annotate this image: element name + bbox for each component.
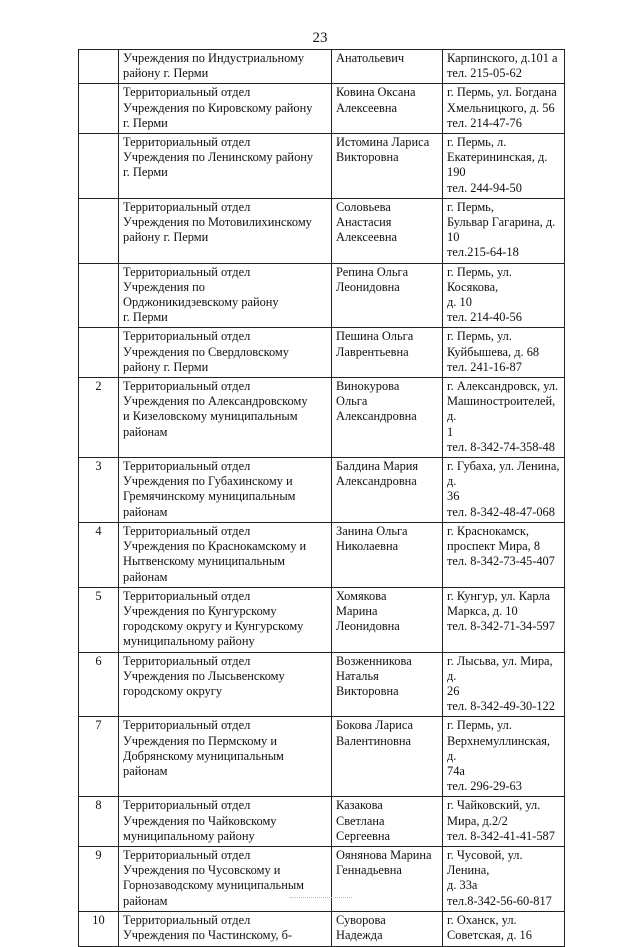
table-row bbox=[79, 911, 565, 946]
department-name: Территориальный отдел Учреждения по Кировскому району г. Перми bbox=[123, 85, 313, 130]
row-number-cell bbox=[79, 717, 119, 797]
head-name: Возженникова Наталья Викторовна bbox=[336, 653, 412, 698]
department-name: Территориальный отдел Учреждения по Частинскому, б- bbox=[123, 912, 293, 942]
department-cell bbox=[119, 328, 332, 378]
department-cell bbox=[119, 522, 332, 587]
head-name: Соловьева Анастасия Алексеевна bbox=[336, 199, 397, 245]
department-name: Территориальный отдел Учреждения по Александровскому и Кизеловскому муниципальным районам bbox=[123, 379, 308, 439]
head-name: Пешина Ольга Лаврентьевна bbox=[336, 329, 414, 359]
department-name: Территориальный отдел Учреждения по Мотовилихинскому району г. Перми bbox=[123, 199, 312, 245]
address-text: г. Лысьва, ул. Мира, д. 26 тел. 8-342-49-30-122 bbox=[447, 653, 555, 714]
head-name: Оянянова Марина Геннадьевна bbox=[336, 847, 432, 878]
address-cell bbox=[443, 522, 565, 587]
row-number-cell bbox=[79, 263, 119, 328]
address-text: г. Александровск, ул. Машиностроителей, д. 1 тел. 8-342-74-358-48 bbox=[447, 379, 559, 454]
department-name: Территориальный отдел Учреждения по Чусовскому и Горнозаводскому муниципальным районам bbox=[123, 847, 305, 908]
department-name: Территориальный отдел Учреждения по Пермскому и Добрянскому муниципальным районам bbox=[123, 718, 284, 778]
row-number: 6 bbox=[95, 653, 102, 668]
address-cell bbox=[443, 378, 565, 458]
head-cell bbox=[332, 378, 443, 458]
address-cell bbox=[443, 717, 565, 797]
head-cell bbox=[332, 263, 443, 328]
table-row bbox=[79, 652, 565, 717]
department-cell bbox=[119, 50, 332, 84]
head-name: Бокова Лариса Валентиновна bbox=[336, 718, 414, 748]
table-row bbox=[79, 378, 565, 458]
row-number: 7 bbox=[95, 718, 102, 733]
table-row bbox=[79, 134, 565, 199]
page-number: 23 bbox=[312, 30, 328, 46]
head-cell bbox=[332, 134, 443, 199]
address-text: г. Кунгур, ул. Карла Маркса, д. 10 тел. 8-342-71-34-597 bbox=[447, 588, 555, 634]
head-cell bbox=[332, 797, 443, 847]
row-number-cell bbox=[79, 522, 119, 587]
row-number-cell bbox=[79, 84, 119, 134]
department-cell bbox=[119, 587, 332, 652]
department-name: Территориальный отдел Учреждения по Лысьвенскому городскому округу bbox=[123, 653, 285, 698]
row-number-cell bbox=[79, 378, 119, 458]
department-name: Учреждения по Индустриальному району г. Перми bbox=[123, 51, 305, 81]
head-name: Винокурова Ольга Александровна bbox=[336, 379, 417, 424]
row-number: 9 bbox=[95, 847, 102, 862]
table-row bbox=[79, 522, 565, 587]
head-cell bbox=[332, 652, 443, 717]
department-name: Территориальный отдел Учреждения по Кунгурскому городскому округу и Кунгурскому муниципальному району bbox=[123, 588, 304, 649]
address-cell bbox=[443, 458, 565, 523]
row-number: 4 bbox=[95, 523, 102, 538]
head-name: Казакова Светлана Сергеевна bbox=[336, 798, 391, 843]
departments-table-body bbox=[79, 50, 565, 947]
bottom-divider bbox=[290, 897, 352, 898]
address-text: г. Чусовой, ул. Ленина, д. 33а тел.8-342-56-60-817 bbox=[447, 847, 552, 908]
address-cell bbox=[443, 198, 565, 263]
address-text: Карпинского, д.101 а тел. 215-05-62 bbox=[447, 51, 558, 81]
head-cell bbox=[332, 717, 443, 797]
address-cell bbox=[443, 84, 565, 134]
row-number-cell bbox=[79, 652, 119, 717]
row-number: 2 bbox=[95, 379, 102, 394]
department-cell bbox=[119, 198, 332, 263]
head-name: Суворова Надежда bbox=[336, 912, 386, 942]
department-name: Территориальный отдел Учреждения по Ленинскому району г. Перми bbox=[123, 135, 314, 180]
row-number-cell bbox=[79, 134, 119, 199]
row-number-cell bbox=[79, 911, 119, 946]
table-row bbox=[79, 587, 565, 652]
table-row bbox=[79, 328, 565, 378]
address-text: г. Пермь, ул. Верхнемуллинская, д. 74а тел. 296-29-63 bbox=[447, 718, 551, 794]
address-cell bbox=[443, 328, 565, 378]
department-cell bbox=[119, 717, 332, 797]
departments-table bbox=[78, 49, 565, 947]
department-cell bbox=[119, 134, 332, 199]
address-text: г. Пермь, л. Екатерининская, д. 190 тел. 244-94-50 bbox=[447, 135, 548, 195]
address-text: г. Пермь, ул. Куйбышева, д. 68 тел. 241-16-87 bbox=[447, 329, 540, 374]
head-cell bbox=[332, 911, 443, 946]
department-cell bbox=[119, 458, 332, 523]
address-text: г. Краснокамск, проспект Мира, 8 тел. 8-342-73-45-407 bbox=[447, 523, 555, 569]
head-name: Занина Ольга Николаевна bbox=[336, 523, 408, 554]
department-name: Территориальный отдел Учреждения по Губахинскому и Гремячинскому муниципальным районам bbox=[123, 459, 296, 519]
table-row bbox=[79, 263, 565, 328]
address-cell bbox=[443, 652, 565, 717]
head-name: Анатольевич bbox=[336, 51, 405, 65]
head-cell bbox=[332, 328, 443, 378]
table-row bbox=[79, 846, 565, 911]
table-row bbox=[79, 198, 565, 263]
department-name: Территориальный отдел Учреждения по Свердловскому району г. Перми bbox=[123, 329, 289, 374]
head-cell bbox=[332, 522, 443, 587]
head-name: Балдина Мария Александровна bbox=[336, 459, 419, 489]
head-cell bbox=[332, 198, 443, 263]
head-cell bbox=[332, 458, 443, 523]
department-cell bbox=[119, 911, 332, 946]
department-cell bbox=[119, 846, 332, 911]
row-number: 3 bbox=[95, 459, 102, 474]
department-cell bbox=[119, 378, 332, 458]
address-text: г. Оханск, ул. Советская, д. 16 bbox=[447, 912, 532, 942]
row-number-cell bbox=[79, 458, 119, 523]
address-cell bbox=[443, 263, 565, 328]
department-cell bbox=[119, 797, 332, 847]
department-name: Территориальный отдел Учреждения по Краснокамскому и Нытвенскому муниципальным районам bbox=[123, 523, 307, 584]
row-number-cell bbox=[79, 846, 119, 911]
head-name: Истомина Лариса Викторовна bbox=[336, 135, 430, 165]
table-row bbox=[79, 458, 565, 523]
department-cell bbox=[119, 263, 332, 328]
head-cell bbox=[332, 50, 443, 84]
table-row bbox=[79, 84, 565, 134]
address-cell bbox=[443, 911, 565, 946]
table-row bbox=[79, 717, 565, 797]
department-cell bbox=[119, 84, 332, 134]
row-number: 5 bbox=[95, 588, 102, 603]
address-cell bbox=[443, 797, 565, 847]
department-name: Территориальный отдел Учреждения по Орджоникидзевскому району г. Перми bbox=[123, 264, 279, 325]
head-cell bbox=[332, 84, 443, 134]
table-row bbox=[79, 797, 565, 847]
address-cell bbox=[443, 587, 565, 652]
address-text: г. Пермь, ул. Косякова, д. 10 тел. 214-40-56 bbox=[447, 264, 522, 325]
head-name: Хомякова Марина Леонидовна bbox=[336, 588, 400, 634]
row-number-cell bbox=[79, 797, 119, 847]
address-cell bbox=[443, 134, 565, 199]
row-number-cell bbox=[79, 587, 119, 652]
address-text: г. Пермь, Бульвар Гагарина, д. 10 тел.215-64-18 bbox=[447, 199, 556, 260]
head-cell bbox=[332, 846, 443, 911]
head-cell bbox=[332, 587, 443, 652]
address-text: г. Пермь, ул. Богдана Хмельницкого, д. 56 тел. 214-47-76 bbox=[447, 85, 557, 130]
department-name: Территориальный отдел Учреждения по Чайковскому муниципальному району bbox=[123, 798, 277, 843]
address-text: г. Губаха, ул. Ленина, д. 36 тел. 8-342-48-47-068 bbox=[447, 459, 560, 519]
row-number-cell bbox=[79, 50, 119, 84]
table-row bbox=[79, 50, 565, 84]
address-text: г. Чайковский, ул. Мира, д.2/2 тел. 8-342-41-41-587 bbox=[447, 798, 555, 843]
department-cell bbox=[119, 652, 332, 717]
address-cell bbox=[443, 50, 565, 84]
row-number-cell bbox=[79, 328, 119, 378]
address-cell bbox=[443, 846, 565, 911]
row-number: 8 bbox=[95, 798, 102, 813]
head-name: Ковина Оксана Алексеевна bbox=[336, 85, 416, 115]
row-number-cell bbox=[79, 198, 119, 263]
head-name: Репина Ольга Леонидовна bbox=[336, 264, 409, 294]
row-number: 10 bbox=[92, 912, 105, 927]
